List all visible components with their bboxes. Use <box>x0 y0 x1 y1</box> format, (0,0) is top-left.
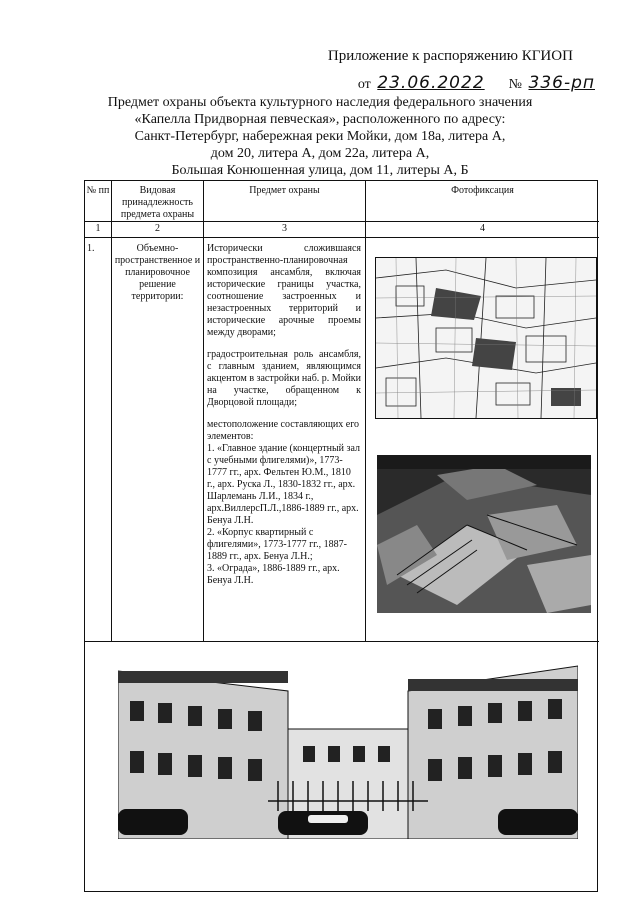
description-paragraph: Исторически сложившаяся пространственно-планировочная композиция ансамбля, включая исторические границы участка, соотношение застроенных и незастроенных территорий и исторические арочные проемы между дворами; <box>207 243 361 338</box>
appendix-caption: Приложение к распоряжению КГИОП <box>327 48 573 64</box>
site-plan-image <box>375 257 597 419</box>
order-number: 336-рп <box>528 73 595 93</box>
title-line: дом 20, литера А, дом 22а, литера А, <box>210 146 430 161</box>
title-line: «Капелла Придворная певческая», расположенного по адресу: <box>134 112 506 127</box>
title-line: Большая Конюшенная улица, дом 11, литеры А, Б <box>171 163 469 178</box>
header-type: Видовая принадлежность предмета охраны <box>120 185 195 220</box>
header-number: № пп <box>86 185 110 196</box>
column-number: 3 <box>282 223 287 234</box>
document-title <box>60 94 580 179</box>
row-number: 1. <box>87 243 95 254</box>
description-paragraph: градостроительная роль ансамбля, с главным зданием, являющимся акцентом в застройки наб. р. Мойки на участке, обращенном к Дворцовой площади; <box>207 349 361 408</box>
header-subject: Предмет охраны <box>249 185 320 196</box>
row-description <box>207 243 361 597</box>
order-date: 23.06.2022 <box>377 73 485 93</box>
aerial-photo <box>377 455 591 613</box>
order-reference <box>358 73 598 93</box>
title-line: Санкт-Петербург, набережная реки Мойки, дом 18а, литера А, <box>134 129 506 144</box>
description-paragraph: местоположение составляющих его элементов: 1. «Главное здание (концертный зал с учебными флигелями)», 1773-1777 гг., арх. Фельтен Ю.М., 1810 г., арх. Руска Л., 1830-1832 гг., арх. Шарлемань Л.И., 1834 г., арх.ВиллерсП.Л.,1886-1889 гг., арх. Бенуа Л.Н. 2. «Корпус квартирный с флигелями», 1773-1777 гг., 1887-1889 гг., арх. Бенуа Л.Н.; 3. «Ограда», 1886-1889 гг., арх. Бенуа Л.Н. <box>207 419 360 586</box>
column-number: 2 <box>155 223 160 234</box>
header-photo: Фотофиксация <box>451 185 514 196</box>
protection-table <box>84 180 598 892</box>
date-prefix: от <box>357 77 371 92</box>
row-type: Объемно-пространственное и планировочное решение территории: <box>114 243 201 302</box>
column-number: 4 <box>480 223 485 234</box>
title-line: Предмет охраны объекта культурного наследия федерального значения <box>107 95 533 110</box>
column-number: 1 <box>95 223 101 234</box>
street-facade-photo <box>118 651 578 839</box>
document-header <box>328 48 598 93</box>
number-prefix: № <box>508 77 522 92</box>
